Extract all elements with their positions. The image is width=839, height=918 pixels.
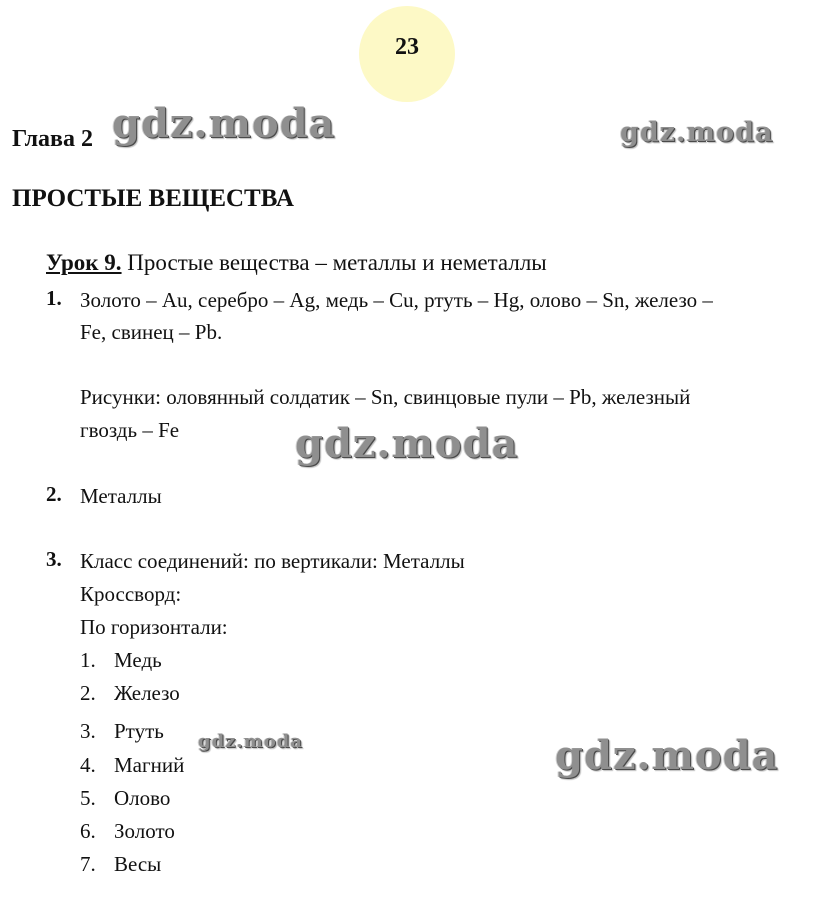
task-1-line-2: Fe, свинец – Pb. — [80, 320, 223, 344]
task-1-line-1: Золото – Au, серебро – Ag, медь – Cu, ртуть – Hg, олово – Sn, железо – — [80, 288, 713, 312]
list-item: 3. Ртуть — [80, 719, 164, 743]
task-2-line-1: Металлы — [80, 484, 162, 508]
chapter-heading: Глава 2 — [12, 126, 93, 152]
task-3-line-1: Класс соединений: по вертикали: Металлы — [80, 549, 465, 573]
page-number: 23 — [395, 34, 419, 60]
list-item: 1. Медь — [80, 648, 162, 672]
watermark: gdz.moda — [555, 732, 779, 779]
lesson-label: Урок 9. — [46, 250, 122, 275]
task-1-line-4: гвоздь – Fe — [80, 418, 180, 442]
lesson-title: Простые вещества – металлы и неметаллы — [127, 250, 547, 275]
task-3-number: 3. — [46, 547, 62, 571]
watermark: gdz.moda — [198, 731, 303, 752]
list-item: 5. Олово — [80, 786, 171, 810]
list-item: 6. Золото — [80, 819, 175, 843]
task-2-number: 2. — [46, 482, 62, 506]
watermark: gdz.moda — [112, 100, 336, 147]
task-1-line-3: Рисунки: оловянный солдатик – Sn, свинцовые пули – Pb, железный — [80, 385, 691, 409]
list-item: 7. Весы — [80, 852, 162, 876]
task-3-line-2: Кроссворд: — [80, 582, 182, 606]
list-item: 2. Железо — [80, 681, 180, 705]
watermark: gdz.moda — [295, 420, 519, 467]
list-item: 4. Магний — [80, 753, 185, 777]
lesson-heading — [46, 250, 547, 276]
task-3-line-3: По горизонтали: — [80, 615, 228, 639]
watermark: gdz.moda — [620, 117, 774, 148]
task-1-number: 1. — [46, 286, 62, 310]
section-title: ПРОСТЫЕ ВЕЩЕСТВА — [12, 185, 294, 212]
